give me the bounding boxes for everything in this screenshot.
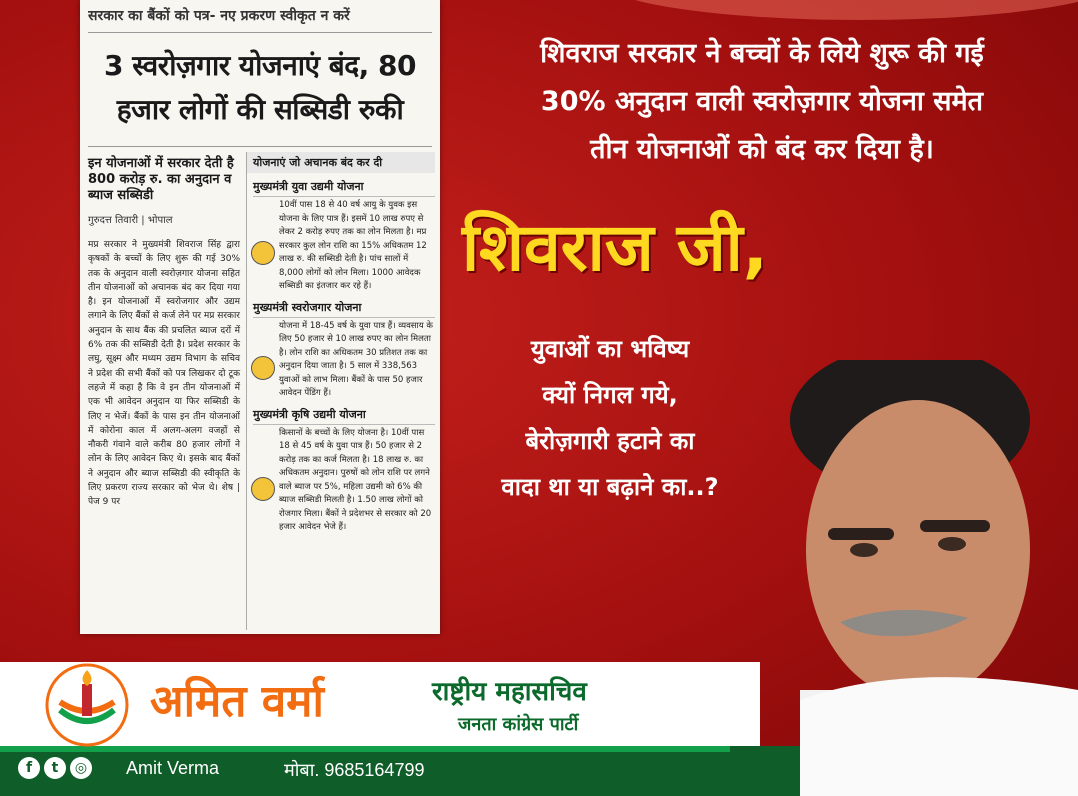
newspaper-clipping xyxy=(80,0,440,634)
poster-headline-line: शिवराज सरकार ने बच्चों के लिये शुरू की गई xyxy=(540,38,984,69)
worker-icon xyxy=(251,356,275,380)
instagram-icon[interactable]: ◎ xyxy=(70,757,92,779)
divider xyxy=(88,146,432,147)
twitter-icon[interactable]: t xyxy=(44,757,66,779)
social-icons xyxy=(18,757,92,779)
facebook-icon[interactable]: f xyxy=(18,757,40,779)
clipping-byline: गुरुदत्त तिवारी | भोपाल xyxy=(88,215,173,226)
clipping-body: मप्र सरकार ने मुख्यमंत्री शिवराज सिंह द्वारा कृषकों के बच्चों के लिए शुरू की गई 30% तक के अनुदान वाली स्वरोज़गार योजना सहित तीन योजनाओं को अचानक बंद कर दिया गया है। इन योजनाओं में स्वरोजगार और उद्यम लगाने के लिए बैंकों से कर्ज लेने पर मप्र सरकार अनुदान के साथ बैंक की प्रचलित ब्याज दरों में 6% तक की सब्सिडी देती है। प्रदेश सरकार के लघु, सूक्ष्म और मध्यम उद्यम विभाग के सचिव ने प्रदेश की सभी बैंकों को पत्र लिखकर दो टूक लहजे में कहा है कि वे इन तीन योजनाओं में एक भी आवेदन अनुदान या फिर सब्सिडी के लिए न भेजें। बैंकों के पास इन तीन योजनाओं में कोरोना काल में अलग-अलग वजहों से नौकरी गंवाने वाले करीब 80 हजार लोगों ने लोन के लिए आवेदन किए थे। इसके बाद बैंकों ने अनुदान और ब्याज सब्सिडी की स्वीकृति के लिए प्रकरण राज्य सरकार को भेज थे। शेष | पेज 9 पर xyxy=(88,240,240,508)
question-line: वादा था या बढ़ाने का..? xyxy=(501,473,719,501)
sidebox-title: योजनाएं जो अचानक बंद कर दी xyxy=(247,152,435,173)
poster-headline-line: 30% अनुदान वाली स्वरोज़गार योजना समेत xyxy=(540,86,984,117)
scheme-text: योजना में 18-45 वर्ष के युवा पात्र हैं। व्यवसाय के लिए 50 हजार से 10 लाख रुपए का लोन मिलता है। लोन राशि का अधिकतम 30 प्रतिशत तक का अनुदान दिया जाता है। 5 साल में 338,563 युवाओं को लाभ मिला। बैंकों के पास 50 हजार आवेदन पेंडिंग हैं। xyxy=(279,320,433,398)
scheme-title: मुख्यमंत्री युवा उद्यमी योजना xyxy=(253,179,435,197)
scheme-sidebox xyxy=(246,152,435,630)
scheme-text: किसानों के बच्चों के लिए योजना है। 10वीं पास 18 से 45 वर्ष के युवा पात्र हैं। 50 हजार से 2 करोड़ तक का कर्ज मिलता है। 18 लाख रु. का अधिकतम अनुदान। पुरुषों को लोन राशि पर लगने वाले ब्याज पर 5%, महिला उद्यमी को 6% की ब्याज सब्सिडी मिलती है। 1.50 लाख लोगों को रोजगार मिला। बैंकों ने प्रदेशभर से सरकार को 20 हजार आवेदन भेजे हैं। xyxy=(279,427,432,532)
mobile-number: मोबा. 9685164799 xyxy=(284,760,425,780)
scheme-section xyxy=(247,179,435,294)
poster-headline-line: तीन योजनाओं को बंद कर दिया है। xyxy=(590,134,934,165)
scheme-title: मुख्यमंत्री स्वरोजगार योजना xyxy=(253,300,435,318)
leader-role: राष्ट्रीय महासचिव xyxy=(432,677,587,707)
divider xyxy=(88,32,432,33)
clipping-headline-line: हजार लोगों की सब्सिडी रुकी xyxy=(116,93,404,126)
big-name: शिवराज जी, xyxy=(462,209,768,286)
scheme-section xyxy=(247,300,435,401)
scheme-section xyxy=(247,407,435,535)
scheme-title: मुख्यमंत्री कृषि उद्यमी योजना xyxy=(253,407,435,425)
leader-name: अमित वर्मा xyxy=(150,676,324,727)
social-handle: Amit Verma xyxy=(126,758,220,778)
clipping-kicker: सरकार का बैंकों को पत्र- नए प्रकरण स्वीकृत न करें xyxy=(88,8,350,24)
portrait-photo xyxy=(740,360,1078,796)
question-line: क्यों निगल गये, xyxy=(542,381,678,409)
question-text xyxy=(450,326,770,510)
clipping-headline xyxy=(88,44,432,132)
question-line: युवाओं का भविष्य xyxy=(530,335,690,363)
scheme-text: 10वीं पास 18 से 40 वर्ष आयु के युवक इस योजना के लिए पात्र हैं। इसमें 10 लाख रुपए से लेकर 2 करोड़ रुपए तक का लोन मिलता है। मप्र सरकार कुल लोन राशि का 15% अधिकतम 12 लाख रु. की सब्सिडी देती है। पांच सालों में 8,000 लोगों को लोन मिला। 1000 आवेदक सब्सिडी का इंतजार कर रहे हैं। xyxy=(279,200,427,291)
farmer-icon xyxy=(251,477,275,501)
party-name: जनता कांग्रेस पार्टी xyxy=(458,714,579,735)
clipping-deck: इन योजनाओं में सरकार देती है 800 करोड़ रु. का अनुदान व ब्याज सब्सिडी xyxy=(88,156,234,203)
question-line: बेरोज़गारी हटाने का xyxy=(525,427,695,455)
corner-swoosh xyxy=(600,0,1078,20)
entrepreneur-icon xyxy=(251,241,275,265)
clipping-headline-line: 3 स्वरोज़गार योजनाएं बंद, 80 xyxy=(104,49,416,82)
poster-headline xyxy=(460,30,1064,174)
party-logo xyxy=(40,662,134,748)
